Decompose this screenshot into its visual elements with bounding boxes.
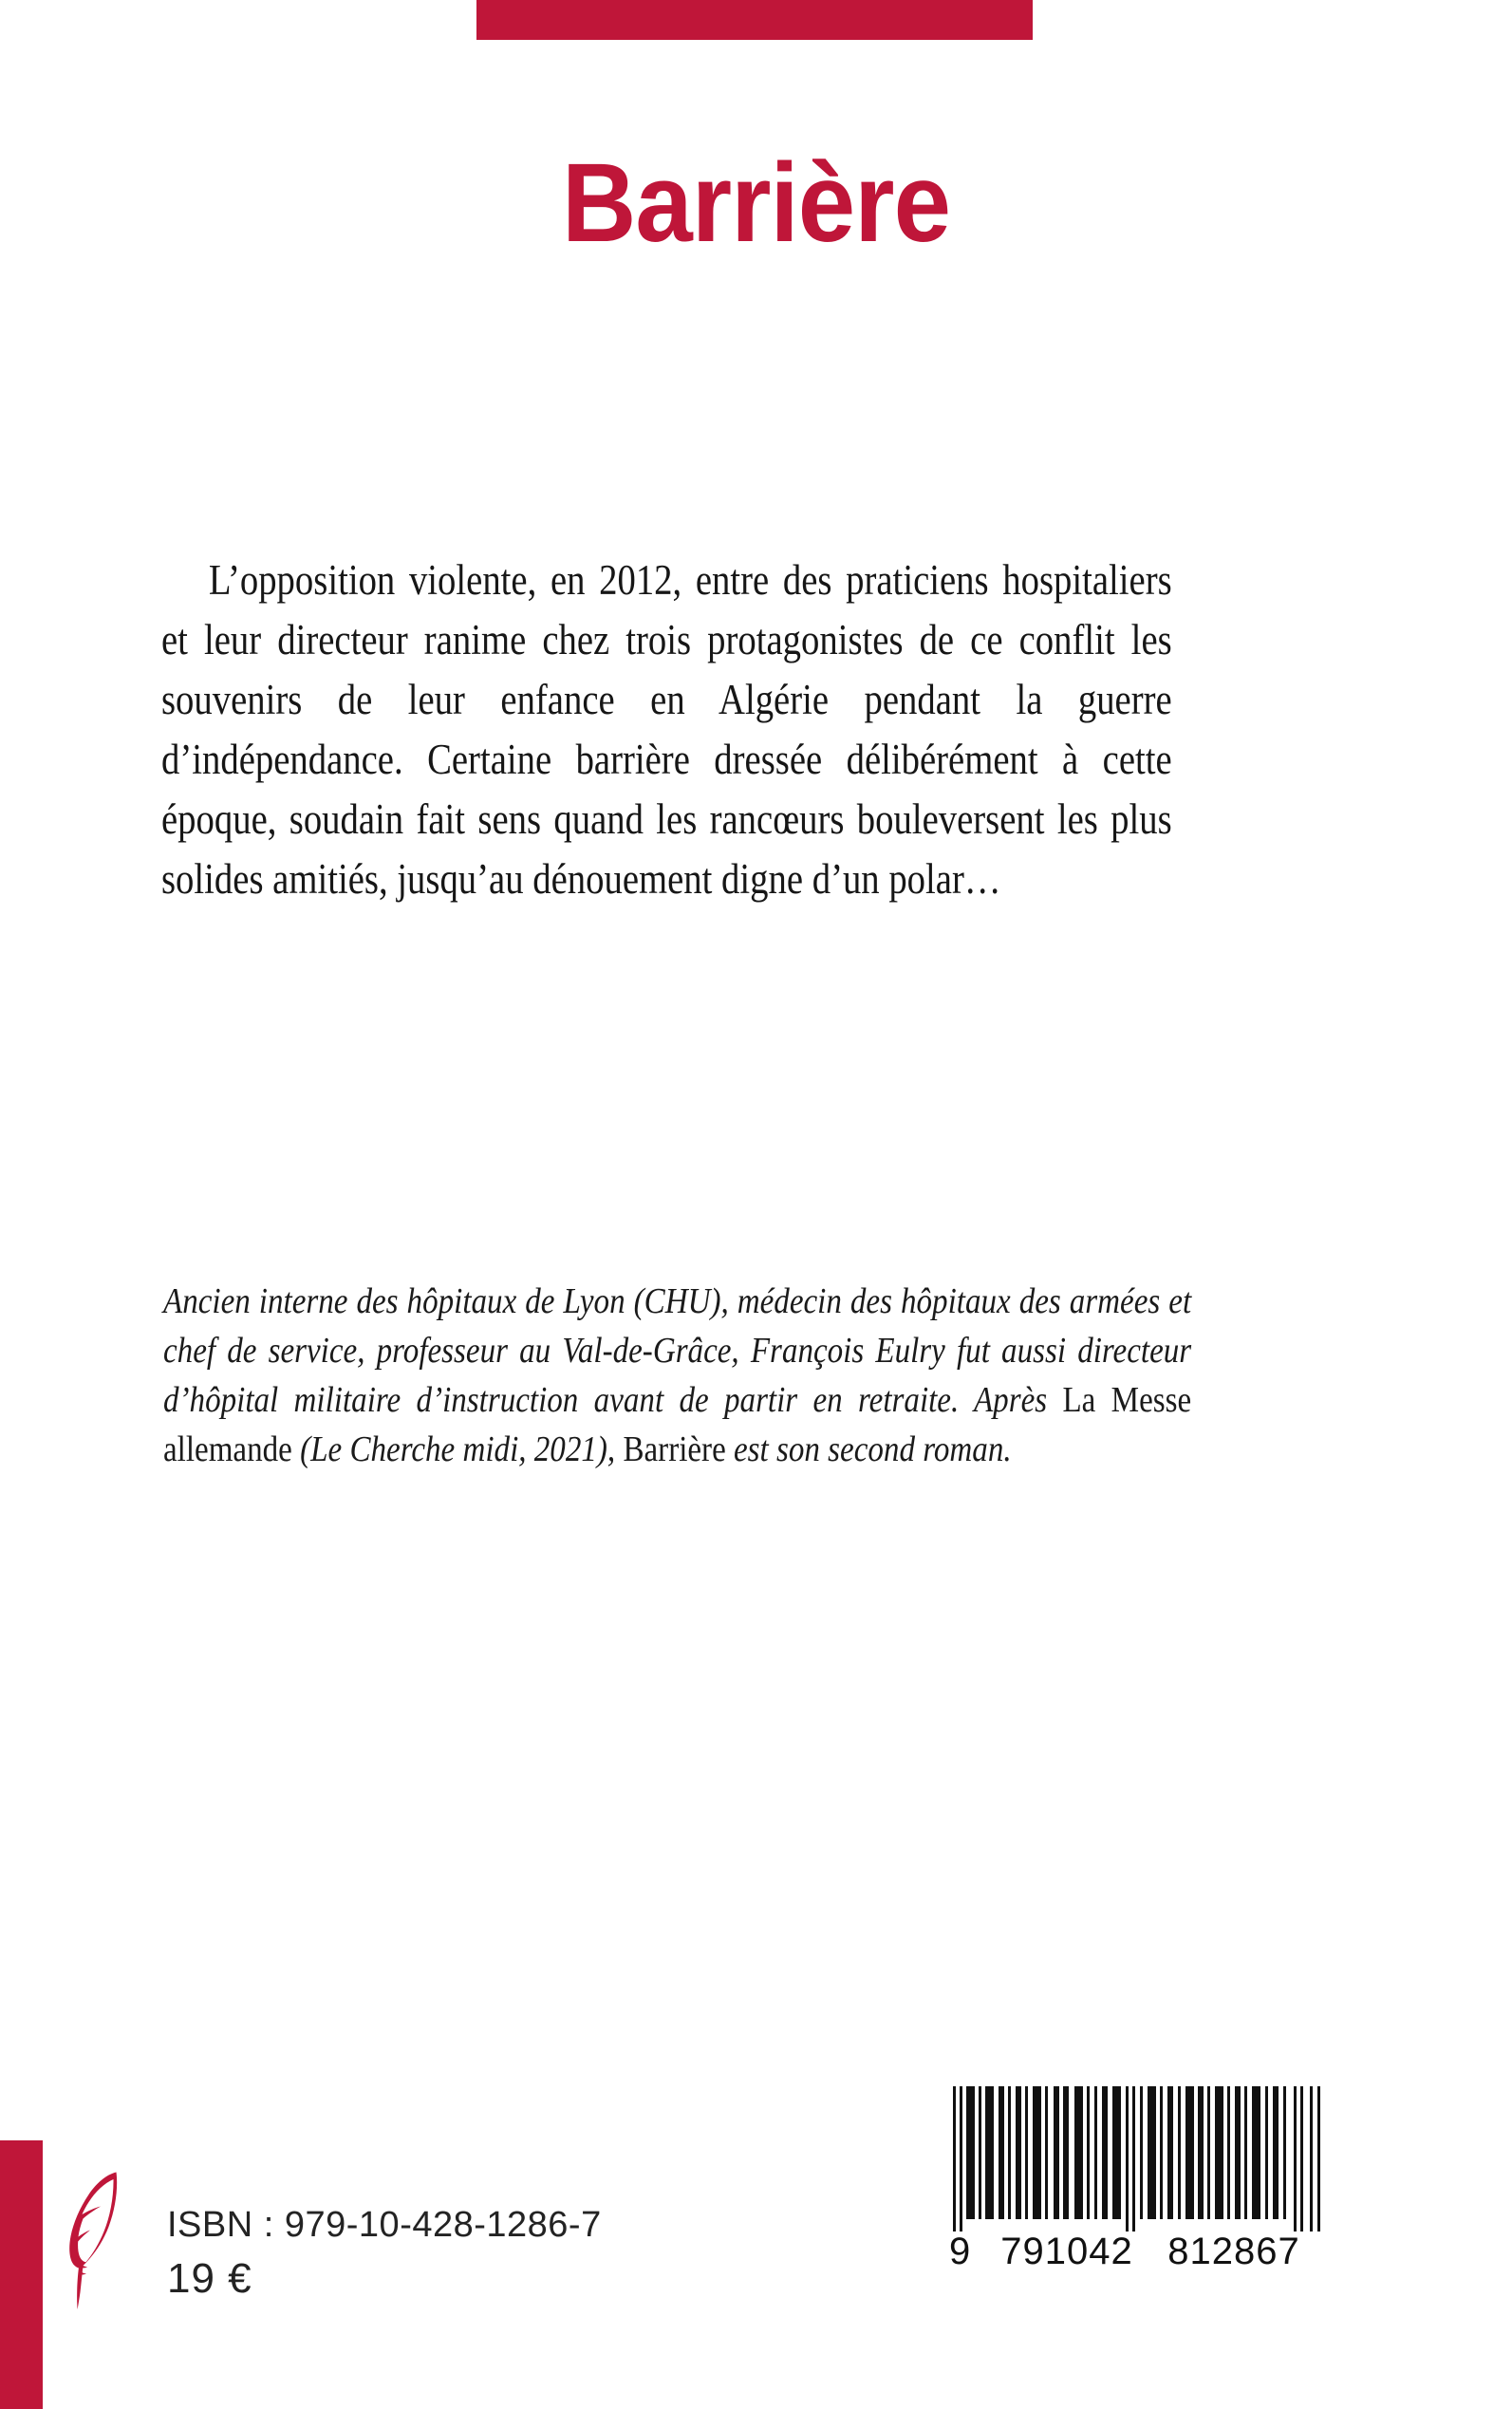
book-blurb-paragraph: L’opposition violente, en 2012, entre des praticiens hospitaliers et leur directeur ranime chez trois protagonistes de ce conflit les souvenirs de leur enfance en Algérie pendant la guerre d’indépendance. Certaine barrière dressée délibérément à cette époque, soudain fait sens quand les rancœurs bouleversent les plus solides amitiés, jusqu’au dénouement digne d’un polar…: [161, 556, 1172, 903]
top-red-banner: [476, 0, 1033, 40]
isbn-text: ISBN : 979-10-428-1286-7: [167, 2205, 602, 2245]
page-title: Barrière: [561, 140, 951, 266]
bottom-left-red-block: [0, 2140, 43, 2409]
barcode-left-group: 791042: [1000, 2231, 1133, 2272]
bio-text-part-1: Ancien interne des hôpitaux de Lyon (CHU), médecin des hôpitaux des armées et chef de service, professeur au Val-de-Grâce, François Eulry fut aussi directeur d’hôpital militaire d’instruction avant de partir en retraite. Après: [163, 1281, 1192, 1420]
isbn-price-block: [167, 2200, 602, 2306]
barcode-right-group: 812867: [1167, 2231, 1300, 2272]
barcode-bars: [949, 2086, 1325, 2232]
barcode-digits: [949, 2229, 1325, 2274]
barcode-lead-digit: 9: [949, 2231, 971, 2272]
bio-book-title-barriere: Barrière: [623, 1429, 726, 1469]
bio-text-part-3: est son second roman.: [725, 1429, 1012, 1469]
ean13-barcode: [949, 2086, 1325, 2276]
bio-book-title-messe-allemande: La Messe allemande: [163, 1380, 1192, 1469]
price-text: 19 €: [167, 2255, 252, 2302]
feather-quill-logo: [68, 2170, 121, 2310]
author-bio-paragraph: [163, 1277, 1191, 1474]
bio-text-part-2: (Le Cherche midi, 2021),: [291, 1429, 624, 1469]
